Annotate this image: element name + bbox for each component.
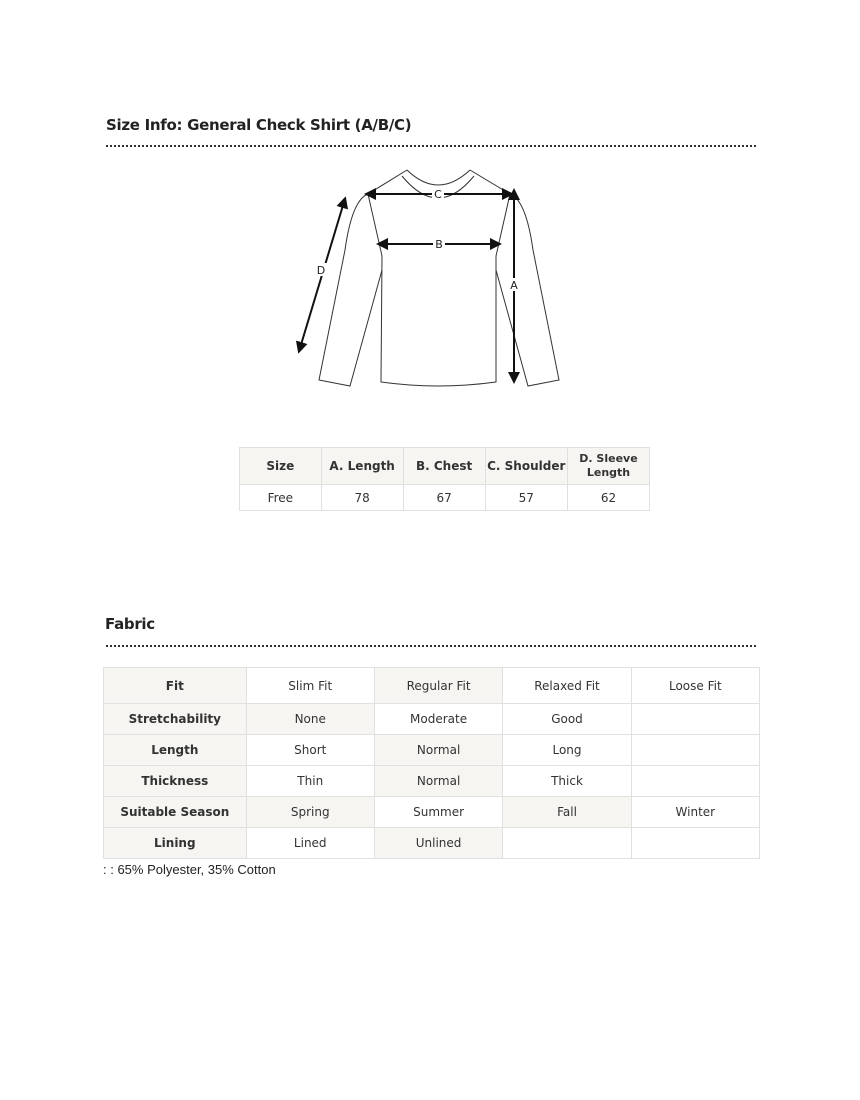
option-cell: Moderate bbox=[374, 704, 502, 735]
option-cell: Thin bbox=[246, 766, 374, 797]
option-cell-selected: Unlined bbox=[374, 828, 502, 859]
fabric-row-length bbox=[104, 735, 760, 766]
cell-size: Free bbox=[240, 485, 322, 511]
row-label: Suitable Season bbox=[104, 797, 247, 828]
fabric-row-fit bbox=[104, 668, 760, 704]
option-cell: Long bbox=[503, 735, 631, 766]
option-cell: Good bbox=[503, 704, 631, 735]
option-cell-selected: None bbox=[246, 704, 374, 735]
header-sleeve-length: D. Sleeve Length bbox=[567, 448, 649, 485]
table-row bbox=[240, 485, 650, 511]
label-c: C bbox=[434, 188, 442, 201]
fabric-row-thickness bbox=[104, 766, 760, 797]
header-shoulder: C. Shoulder bbox=[485, 448, 567, 485]
option-cell bbox=[631, 766, 759, 797]
size-table-header-row bbox=[240, 448, 650, 485]
label-b: B bbox=[435, 238, 443, 251]
option-cell: Winter bbox=[631, 797, 759, 828]
label-a: A bbox=[510, 279, 518, 292]
size-info-title: Size Info: General Check Shirt (A/B/C) bbox=[106, 116, 412, 134]
divider bbox=[106, 645, 756, 647]
fabric-composition: : : 65% Polyester, 35% Cotton bbox=[103, 862, 276, 877]
cell-chest: 67 bbox=[403, 485, 485, 511]
option-cell-selected: Regular Fit bbox=[374, 668, 502, 704]
fabric-row-season bbox=[104, 797, 760, 828]
option-cell bbox=[503, 828, 631, 859]
fabric-table bbox=[103, 667, 760, 859]
option-cell-selected: Normal bbox=[374, 735, 502, 766]
option-cell bbox=[631, 828, 759, 859]
row-label: Stretchability bbox=[104, 704, 247, 735]
cell-length: 78 bbox=[321, 485, 403, 511]
row-label: Length bbox=[104, 735, 247, 766]
header-chest: B. Chest bbox=[403, 448, 485, 485]
option-cell-selected: Fall bbox=[503, 797, 631, 828]
option-cell: Loose Fit bbox=[631, 668, 759, 704]
header-size: Size bbox=[240, 448, 322, 485]
fabric-title: Fabric bbox=[105, 615, 155, 633]
fabric-row-lining bbox=[104, 828, 760, 859]
divider bbox=[106, 145, 756, 147]
row-label: Thickness bbox=[104, 766, 247, 797]
shirt-measurement-diagram bbox=[290, 160, 570, 400]
option-cell: Summer bbox=[374, 797, 502, 828]
row-label: Fit bbox=[104, 668, 247, 704]
option-cell: Relaxed Fit bbox=[503, 668, 631, 704]
option-cell: Lined bbox=[246, 828, 374, 859]
fabric-row-stretchability bbox=[104, 704, 760, 735]
size-table bbox=[239, 447, 650, 511]
cell-shoulder: 57 bbox=[485, 485, 567, 511]
option-cell-selected: Spring bbox=[246, 797, 374, 828]
option-cell bbox=[631, 704, 759, 735]
option-cell: Short bbox=[246, 735, 374, 766]
row-label: Lining bbox=[104, 828, 247, 859]
header-length: A. Length bbox=[321, 448, 403, 485]
option-cell: Thick bbox=[503, 766, 631, 797]
cell-sleeve-length: 62 bbox=[567, 485, 649, 511]
option-cell: Slim Fit bbox=[246, 668, 374, 704]
option-cell-selected: Normal bbox=[374, 766, 502, 797]
label-d: D bbox=[316, 264, 326, 277]
option-cell bbox=[631, 735, 759, 766]
